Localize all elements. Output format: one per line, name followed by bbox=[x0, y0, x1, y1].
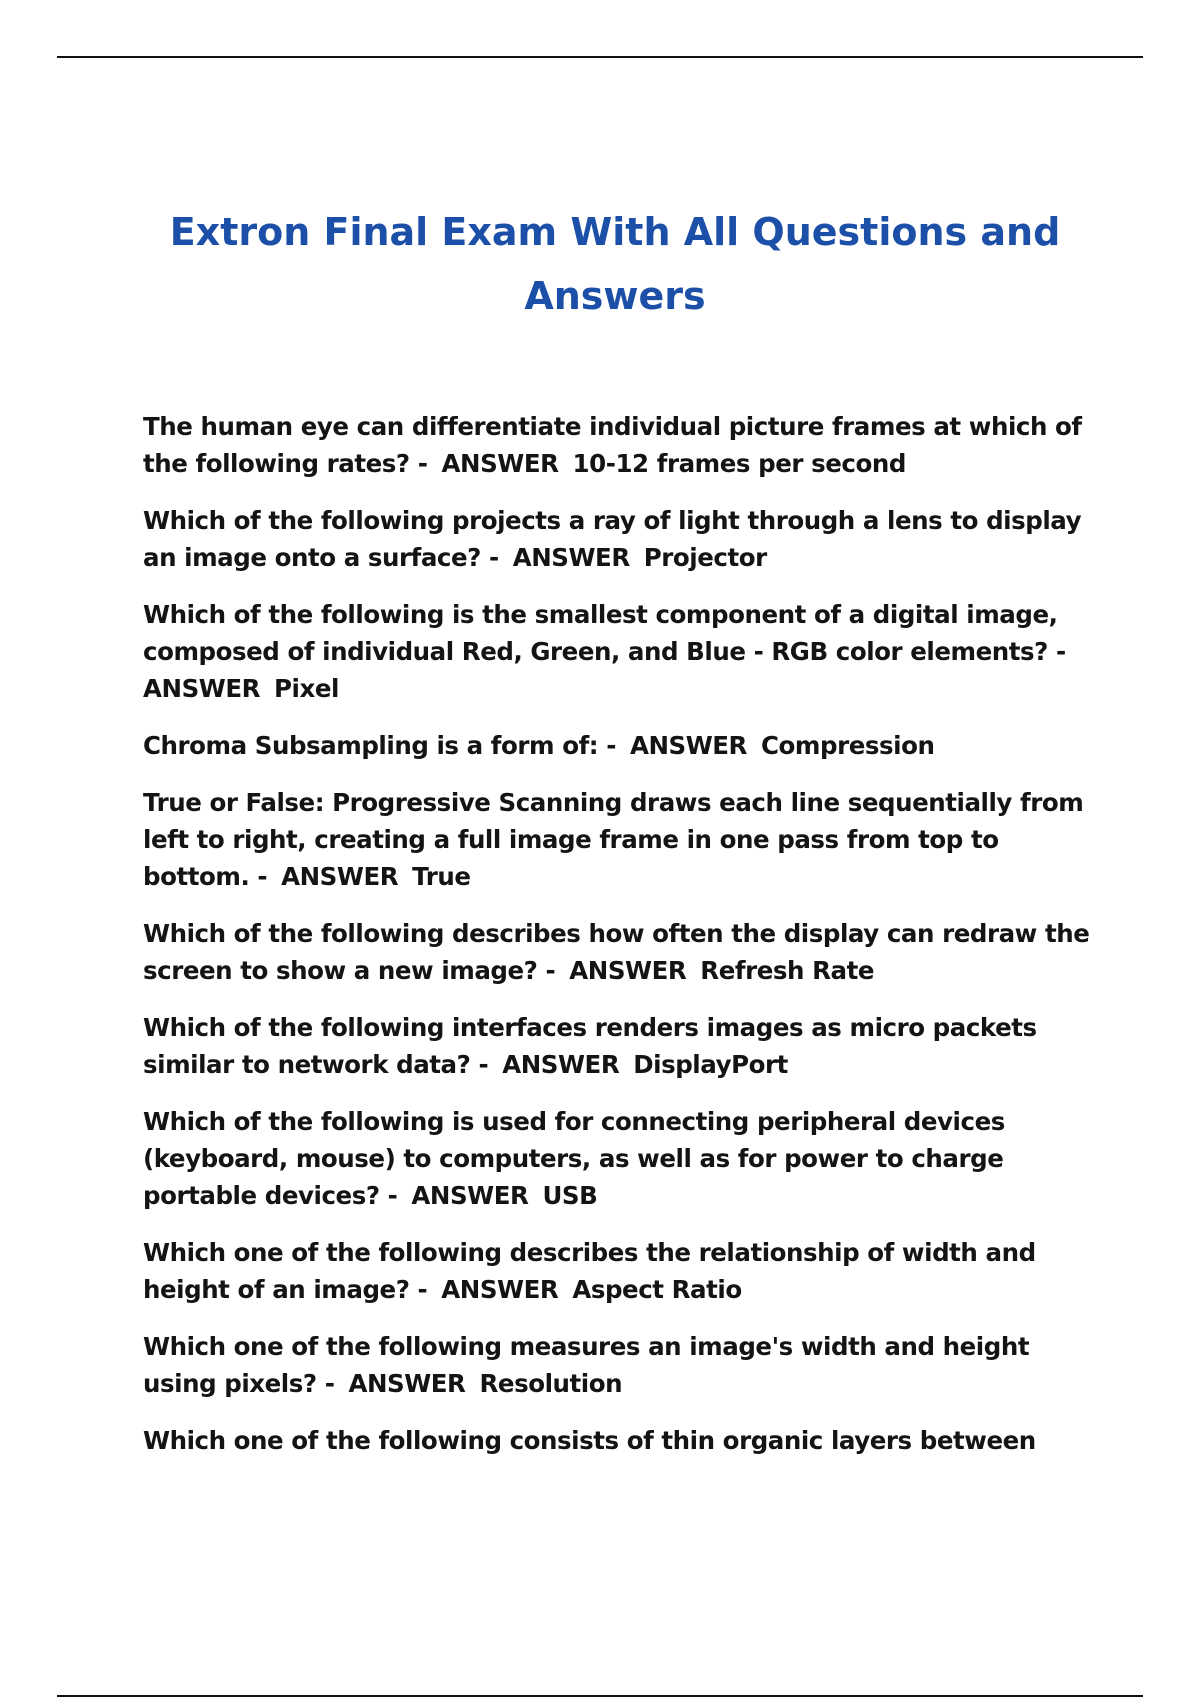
question-text: Which one of the following consists of thin organic layers between bbox=[143, 1426, 1036, 1455]
answer-label: ANSWER bbox=[348, 1369, 466, 1398]
question-text: Which of the following projects a ray of light through a lens to display an image onto a surface? - bbox=[143, 506, 1082, 572]
answer-label: ANSWER bbox=[512, 543, 630, 572]
answer-text: USB bbox=[542, 1181, 598, 1210]
question-text: Chroma Subsampling is a form of: - bbox=[143, 731, 616, 760]
answer-label: ANSWER bbox=[441, 1275, 559, 1304]
question-text: Which of the following interfaces renders images as micro packets similar to network data? - bbox=[143, 1013, 1037, 1079]
bottom-rule bbox=[57, 1695, 1143, 1697]
qa-item bbox=[143, 596, 1098, 707]
top-rule bbox=[57, 56, 1143, 58]
answer-text: Resolution bbox=[479, 1369, 623, 1398]
question-text: Which one of the following measures an image's width and height using pixels? - bbox=[143, 1332, 1030, 1398]
answer-label: ANSWER bbox=[281, 862, 399, 891]
answer-text: Compression bbox=[760, 731, 935, 760]
answer-label: ANSWER bbox=[411, 1181, 529, 1210]
answer-label: ANSWER bbox=[143, 674, 261, 703]
question-text: Which of the following describes how often the display can redraw the screen to show a new image? - bbox=[143, 919, 1090, 985]
qa-item bbox=[143, 915, 1098, 989]
answer-text: True bbox=[412, 862, 471, 891]
answer-text: 10-12 frames per second bbox=[572, 449, 906, 478]
question-text: True or False: Progressive Scanning draws each line sequentially from left to right, creating a full image frame in one pass from top to bottom. - bbox=[143, 788, 1084, 891]
answer-label: ANSWER bbox=[502, 1050, 620, 1079]
answer-label: ANSWER bbox=[629, 731, 747, 760]
document-title: Extron Final Exam With All Questions and Answers bbox=[169, 210, 1061, 318]
question-text: Which of the following is used for connecting peripheral devices (keyboard, mouse) to computers, as well as for power to charge portable devices? - bbox=[143, 1107, 1005, 1210]
answer-text: Pixel bbox=[274, 674, 339, 703]
qa-item bbox=[143, 1009, 1098, 1083]
qa-item bbox=[143, 784, 1098, 895]
qa-item bbox=[143, 408, 1098, 482]
qa-item bbox=[143, 1328, 1098, 1402]
answer-text: DisplayPort bbox=[633, 1050, 788, 1079]
question-text: Which of the following is the smallest component of a digital image, composed of individual Red, Green, and Blue - RGB color elements? - bbox=[143, 600, 1066, 666]
qa-item bbox=[143, 1234, 1098, 1308]
answer-label: ANSWER bbox=[441, 449, 559, 478]
question-text: The human eye can differentiate individual picture frames at which of the following rates? - bbox=[143, 412, 1082, 478]
qa-item bbox=[143, 727, 1098, 764]
qa-item bbox=[143, 1103, 1098, 1214]
answer-text: Projector bbox=[643, 543, 767, 572]
qa-item bbox=[143, 1422, 1098, 1459]
question-text: Which one of the following describes the relationship of width and height of an image? - bbox=[143, 1238, 1036, 1304]
answer-label: ANSWER bbox=[569, 956, 687, 985]
qa-list bbox=[143, 408, 1098, 1479]
qa-item bbox=[143, 502, 1098, 576]
answer-text: Aspect Ratio bbox=[572, 1275, 742, 1304]
answer-text: Refresh Rate bbox=[700, 956, 875, 985]
